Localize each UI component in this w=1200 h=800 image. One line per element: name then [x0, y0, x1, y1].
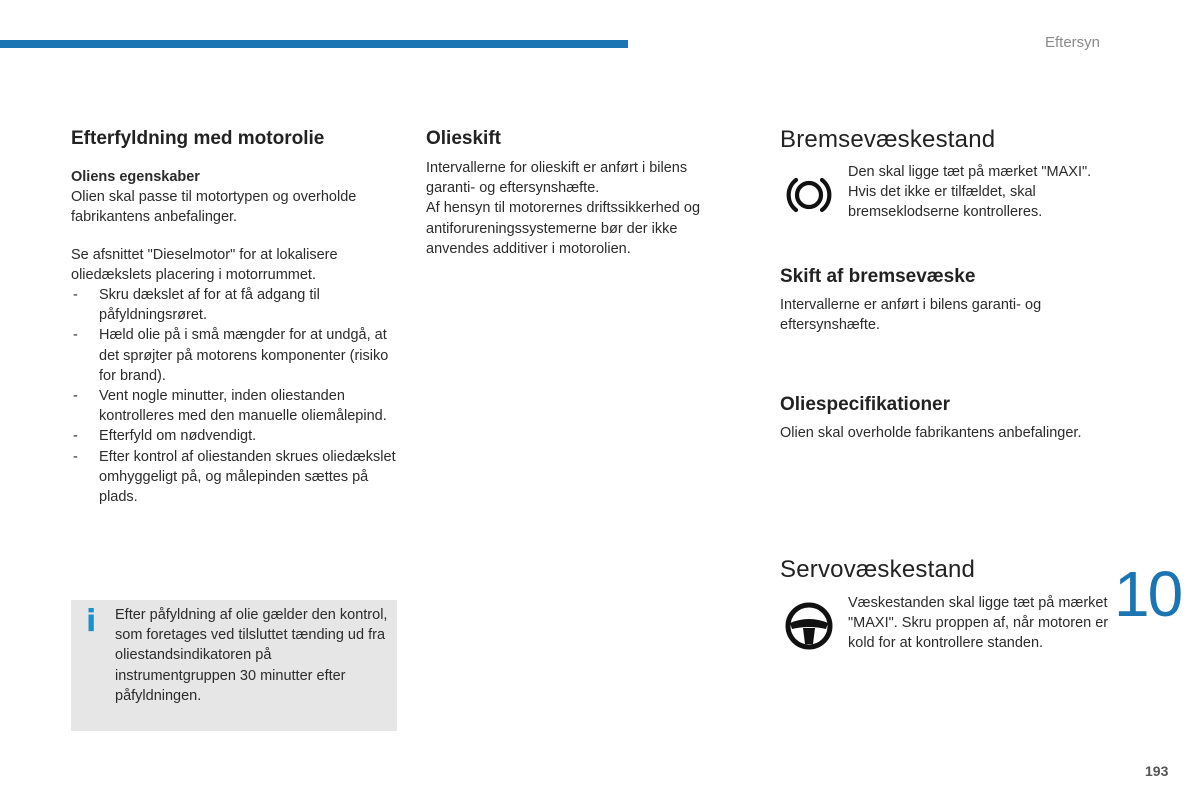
info-icon: i [86, 604, 97, 639]
chapter-number: 10 [1114, 558, 1182, 630]
brake-change-heading: Skift af bremsevæske [780, 266, 976, 287]
list-item: - Efterfyld om nødvendigt. [71, 426, 401, 446]
brake-fluid-heading: Bremsevæskestand [780, 126, 996, 153]
list-item: - Efter kontrol af oliestanden skrues oliedækslet omhyggeligt på, og målepinden sættes på plads. [71, 447, 401, 508]
oil-change-heading: Olieskift [426, 128, 501, 149]
column-oil-refill [71, 128, 401, 507]
servo-fluid-text: Væskestanden skal ligge tæt på mærket "MAXI". Skru proppen af, når motoren er kold for at kontrollere standen. [848, 595, 1109, 652]
oil-spec-heading: Oliespecifikationer [780, 394, 951, 415]
header-accent-bar [0, 40, 628, 48]
oil-refill-steps [71, 285, 401, 507]
info-text: Efter påfyldning af olie gælder den kontrol, som foretages ved tilsluttet tænding ud fra oliestandsindikatoren på instrumentgruppen 30 minutter efter påfyldningen. [115, 607, 388, 704]
brake-warning-icon [782, 168, 836, 222]
column-fluids [780, 126, 1110, 686]
page-number: 193 [1145, 763, 1169, 779]
list-item: - Vent nogle minutter, inden oliestanden kontrolleres med den manuelle oliemålepind. [71, 386, 401, 426]
brake-fluid-text: Den skal ligge tæt på mærket "MAXI". Hvis det ikke er tilfældet, skal bremseklodserne kontrolleres. [848, 164, 1092, 221]
oil-refill-heading: Efterfyldning med motorolie [71, 128, 325, 149]
oil-properties-subheading: Oliens egenskaber [71, 169, 200, 185]
info-box [71, 600, 397, 731]
steering-wheel-icon [782, 599, 836, 653]
list-item: - Skru dækslet af for at få adgang til påfyldningsrøret. [71, 285, 401, 325]
oil-change-text: Intervallerne for olieskift er anført i bilens garanti- og eftersynshæfte. Af hensyn til motorernes driftssikkerhed og antiforureningssystemerne bør der ikke anvendes additiver i motorolien. [426, 160, 701, 257]
servo-fluid-heading: Servovæskestand [780, 556, 976, 583]
list-item: - Hæld olie på i små mængder for at undgå, at det sprøjter på motorens komponenter (risiko for brand). [71, 325, 401, 386]
oil-properties-text: Olien skal passe til motortypen og overholde fabrikantens anbefalinger. [71, 189, 357, 226]
oil-refill-intro: Se afsnittet "Dieselmotor" for at lokalisere oliedækslets placering i motorrummet. [71, 246, 338, 283]
oil-spec-text: Olien skal overholde fabrikantens anbefalinger. [780, 425, 1082, 441]
section-title: Eftersyn [1045, 34, 1101, 51]
brake-change-text: Intervallerne er anført i bilens garanti- og eftersynshæfte. [780, 297, 1042, 334]
column-oil-change [426, 128, 726, 259]
